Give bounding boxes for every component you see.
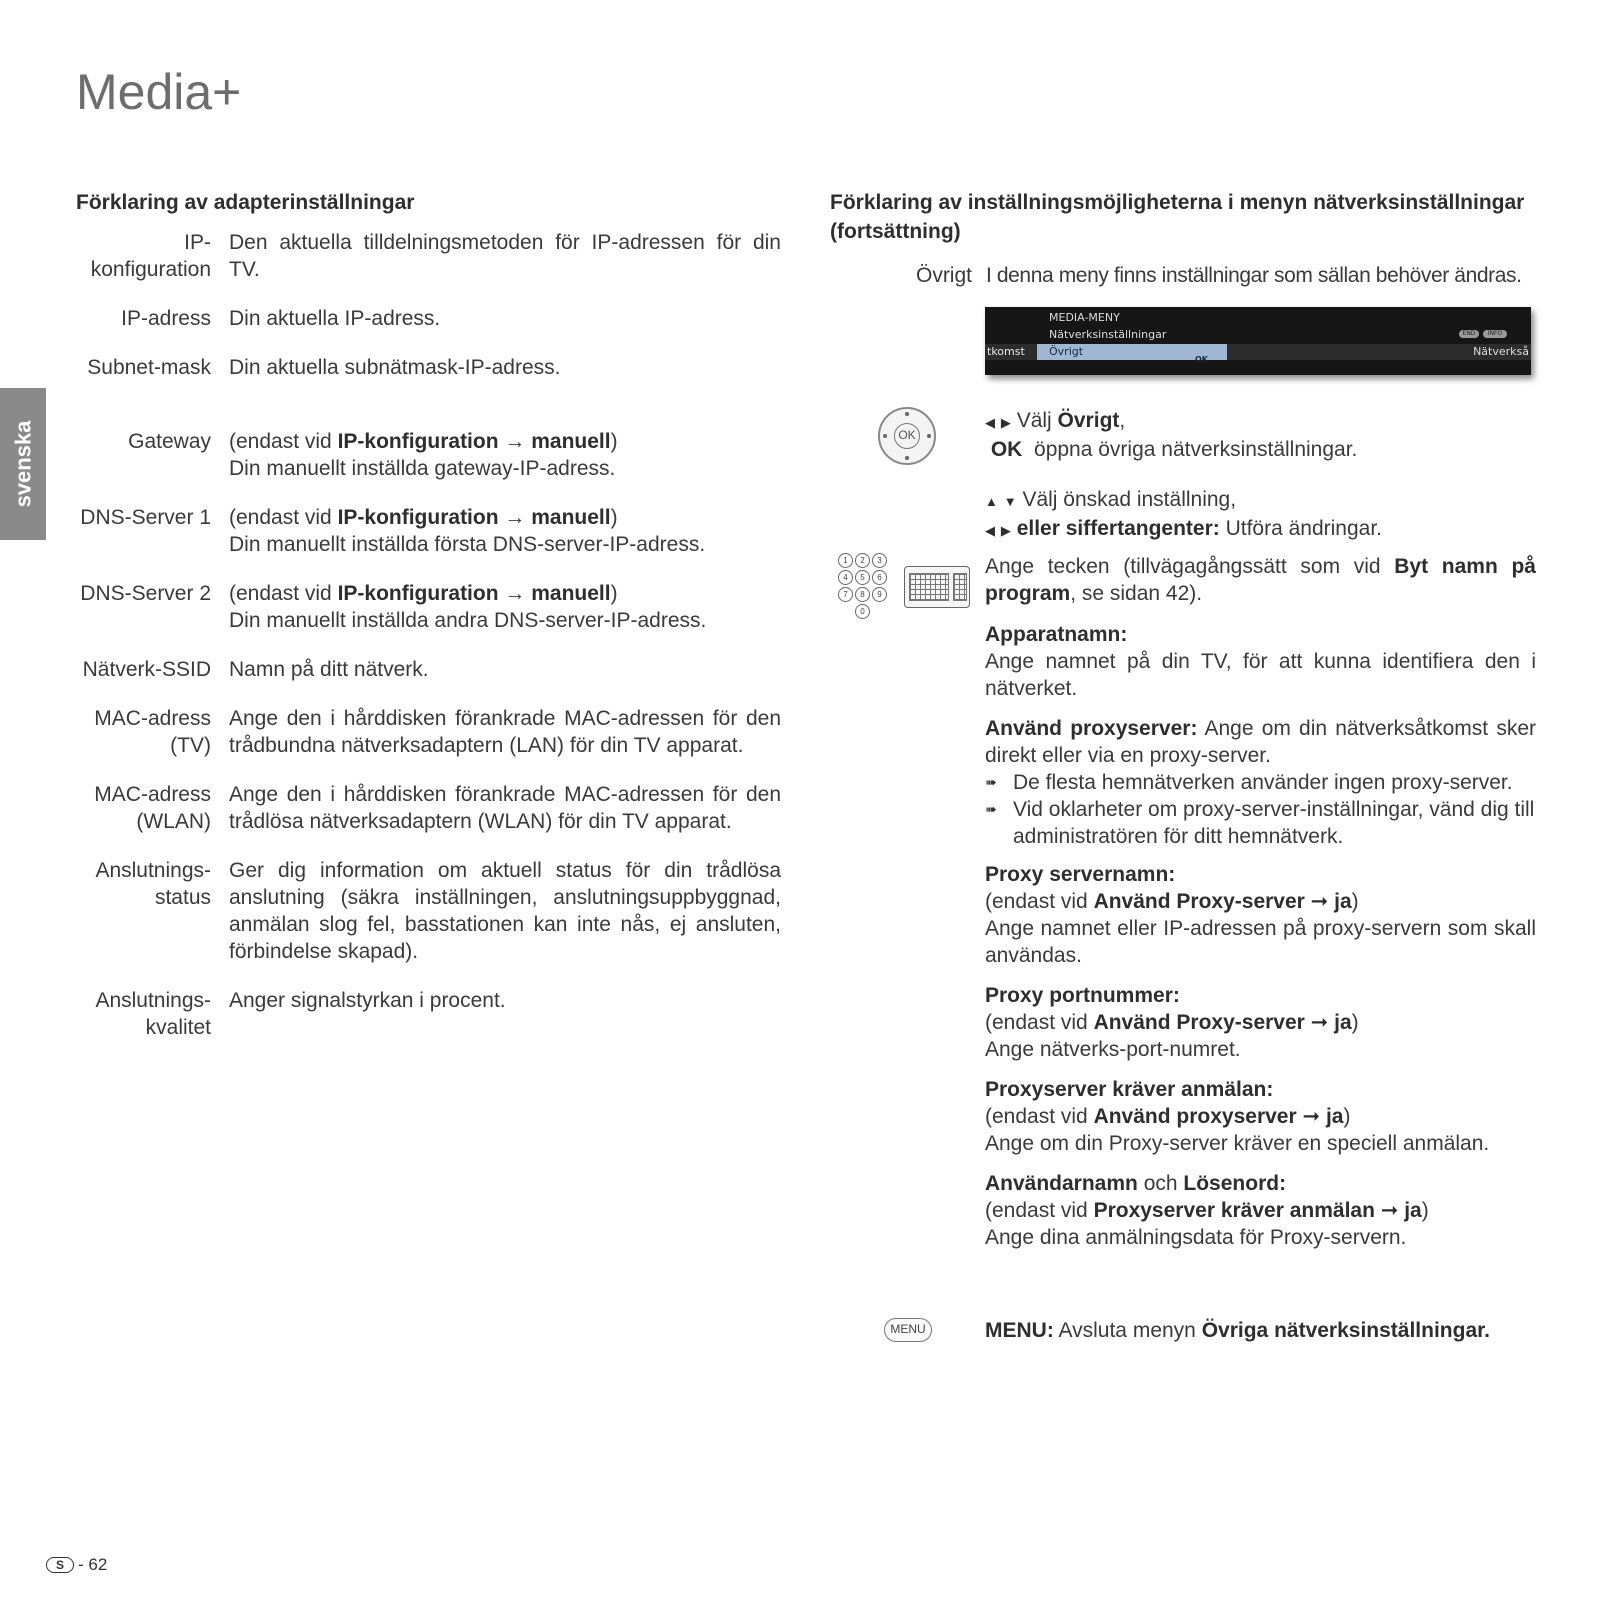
term-mac-wlan: MAC-adress (WLAN) <box>94 783 211 833</box>
setting-proxy-requires-login: Proxyserver kräver anmälan: (endast vid Använd proxyserver ➞ ja) Ange om din Proxy-server kräver en speciell anmälan. <box>985 1078 1490 1155</box>
note-item: ➠ Vid oklarheter om proxy-server-inställningar, vänd dig till administratören för ditt hemnätverk. <box>985 798 1535 848</box>
triangle-down-icon: ▼ <box>1003 494 1017 509</box>
desc-mac-wlan: Ange den i hårddisken förankrade MAC-adressen för den trådlösa nätverksadaptern (WLAN) för din TV apparat. <box>229 783 781 833</box>
nav-instructions: ◀ ▶ Välj Övrigt, OK öppna övriga nätverksinställningar. <box>985 409 1358 461</box>
screen-menu-row <box>985 344 1531 364</box>
note-item: ➠ De flesta hemnätverken använder ingen proxy-server. <box>985 771 1513 794</box>
term-mac-tv: MAC-adress (TV) <box>94 707 211 757</box>
triangle-up-icon: ▲ <box>985 494 998 509</box>
arrow-right-icon: ➞ <box>1310 890 1329 913</box>
def-row-ip-address <box>76 305 781 332</box>
nav-instructions-2: ▲ ▼ Välj önskad inställning, ◀ ▶ eller siffertangenter: Utföra ändringar. <box>985 486 1536 544</box>
term-network-ssid: Nätverk-SSID <box>82 658 211 681</box>
left-section-heading: Förklaring av adapterinställningar <box>76 191 415 214</box>
footer-badge: S <box>46 1557 74 1573</box>
desc-ovrigt: I denna meny finns inställningar som sällan behöver ändras. <box>986 264 1522 287</box>
def-row-mac-wlan <box>76 781 781 835</box>
desc-dns-server-1: (endast vid IP-konfiguration → manuell) Din manuellt inställda första DNS-server-IP-adress. <box>229 506 706 556</box>
desc-subnet-mask: Din aktuella subnätmask-IP-adress. <box>229 356 561 379</box>
desc-connection-quality: Anger signalstyrkan i procent. <box>229 989 506 1012</box>
def-row-connection-status <box>76 857 781 965</box>
desc-ip-config: Den aktuella tilldelningsmetoden för IP-adressen för din TV. <box>229 231 781 281</box>
def-row-network-ssid <box>76 656 781 683</box>
page-title: Media+ <box>76 64 242 120</box>
triangle-left-icon: ◀ <box>985 415 995 430</box>
desc-network-ssid: Namn på ditt nätverk. <box>229 658 429 681</box>
screen-right-item: Nätverkså <box>1473 345 1529 358</box>
screen-submenu-title: Nätverksinställningar <box>1049 328 1167 341</box>
ovrigt-row <box>880 262 1536 289</box>
setting-proxy-port: Proxy portnummer: (endast vid Använd Proxy-server ➞ ja) Ange nätverks-port-numret. <box>985 984 1359 1061</box>
screen-selected-item: Övrigt OK <box>1037 344 1227 360</box>
triangle-right-icon: ▶ <box>1000 523 1011 538</box>
arrow-bullet-icon: ➠ <box>985 774 997 790</box>
term-dns-server-1: DNS-Server 1 <box>80 506 211 529</box>
term-ip-config: IP- konfiguration <box>90 231 211 281</box>
screen-menu-title: MEDIA-MENY <box>1049 311 1120 324</box>
arrow-right-icon: ➞ <box>1302 1105 1321 1128</box>
term-gateway: Gateway <box>128 430 211 453</box>
ok-navigation-icon <box>878 407 936 465</box>
triangle-left-icon: ◀ <box>985 523 995 538</box>
setting-device-name: Apparatnamn: Ange namnet på din TV, för att kunna identifiera den i nätverket. <box>985 623 1536 700</box>
language-side-tab <box>0 388 46 540</box>
ok-icon-label: OK <box>894 423 920 449</box>
arrow-right-icon: ➞ <box>1380 1199 1399 1222</box>
def-row-mac-tv <box>76 705 781 759</box>
term-connection-status: Anslutnings- status <box>95 859 211 909</box>
right-section-heading: Förklaring av inställningsmöjligheterna i menyn nätverksinställningar (fortsättning) <box>830 191 1525 243</box>
desc-dns-server-2: (endast vid IP-konfiguration → manuell) Din manuellt inställda andra DNS-server-IP-adress. <box>229 582 707 632</box>
setting-proxy-server-name: Proxy servernamn: (endast vid Använd Proxy-server ➞ ja) Ange namnet eller IP-adressen på proxy-servern som skall användas. <box>985 863 1536 967</box>
screen-info-pill: INFO <box>1483 330 1507 338</box>
def-row-subnet-mask <box>76 354 781 381</box>
screen-ok-hint: OK <box>1195 355 1208 364</box>
arrow-bullet-icon: ➠ <box>985 801 997 817</box>
adapter-settings-list <box>76 229 781 1063</box>
keyboard-icon <box>904 566 970 608</box>
arrow-right-icon: ➞ <box>1310 1011 1329 1034</box>
tv-menu-screenshot <box>985 307 1531 375</box>
term-connection-quality: Anslutnings- kvalitet <box>95 989 211 1039</box>
ok-key-label: OK <box>990 438 1023 461</box>
desc-ip-address: Din aktuella IP-adress. <box>229 307 441 330</box>
numpad-icon: 1 2 3 4 5 6 7 8 9 0 <box>838 553 904 625</box>
desc-mac-tv: Ange den i hårddisken förankrade MAC-adressen för den trådbundna nätverksadaptern (LAN) för din TV apparat. <box>229 707 781 757</box>
desc-connection-status: Ger dig information om aktuell status för din trådlösa anslutning (säkra inställningen, anslutningsuppbyggnad, anmälan slog fel, basstationen kan inte nås, ej ansluten, förbindelse skapad). <box>229 859 781 963</box>
language-side-tab-label: svenska <box>10 420 36 508</box>
setting-username-password: Användarnamn och Lösenord: (endast vid Proxyserver kräver anmälan ➞ ja) Ange dina anmälningsdata för Proxy-servern. <box>985 1172 1429 1249</box>
menu-exit-instruction: MENU: Avsluta menyn Övriga nätverksinställningar. <box>985 1319 1490 1342</box>
page-footer <box>46 1551 107 1578</box>
def-row-connection-quality <box>76 987 781 1041</box>
triangle-right-icon: ▶ <box>1000 415 1011 430</box>
desc-gateway: (endast vid IP-konfiguration → manuell) Din manuellt inställda gateway-IP-adress. <box>229 430 618 480</box>
enter-characters-text: Ange tecken (tillvägagångssätt som vid Byt namn på program, se sidan 42). <box>985 555 1536 605</box>
screen-end-pill: END <box>1459 330 1479 338</box>
page-number: - 62 <box>78 1555 108 1574</box>
screen-left-item: tkomst <box>987 345 1025 358</box>
def-row-ip-config <box>76 229 781 283</box>
term-ip-address: IP-adress <box>121 307 211 330</box>
def-row-gateway <box>76 428 781 482</box>
term-dns-server-2: DNS-Server 2 <box>80 582 211 605</box>
term-ovrigt: Övrigt <box>915 264 972 287</box>
menu-button-icon: MENU <box>884 1318 932 1342</box>
def-row-dns-server-2 <box>76 580 781 634</box>
def-row-dns-server-1 <box>76 504 781 558</box>
term-subnet-mask: Subnet-mask <box>87 356 211 379</box>
setting-use-proxy: Använd proxyserver: Ange om din nätverksåtkomst sker direkt eller via en proxy-server. ➠ De flesta hemnätverken använder ingen proxy-server. ➠ Vid oklarheter om proxy-server-inställningar, vänd dig till administratören för ditt hemnätverk. <box>985 717 1536 848</box>
